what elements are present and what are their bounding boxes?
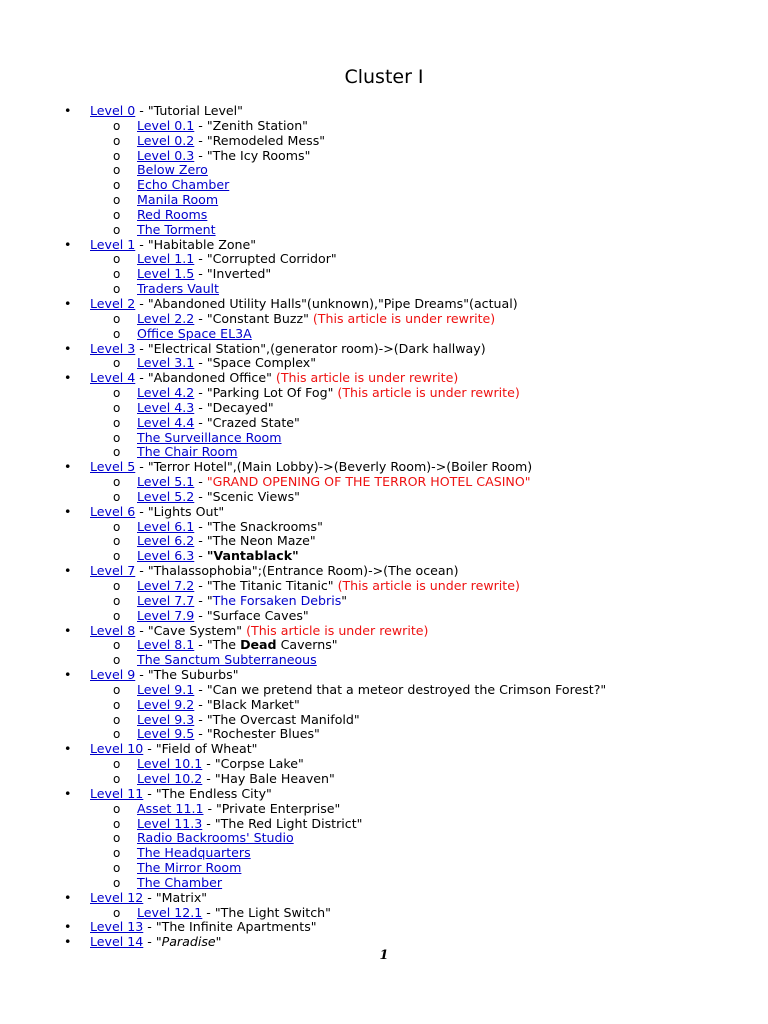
level-link[interactable]: Level 13	[90, 919, 144, 935]
sub-bullet-icon: o	[113, 445, 121, 460]
sub-bullet-icon: o	[113, 653, 121, 668]
item-text	[90, 920, 317, 935]
level-link[interactable]: Level 6	[90, 503, 136, 519]
item-text	[137, 757, 304, 772]
description-text: -	[194, 548, 207, 564]
description-text: - "Terror Hotel",(Main Lobby)->(Beverly Room)->(Boiler Room)	[135, 459, 533, 475]
sub-list-item	[0, 327, 768, 342]
level-link[interactable]: The Torment	[137, 221, 216, 237]
level-link[interactable]: Red Rooms	[137, 206, 208, 222]
level-link[interactable]: Level 10.1	[137, 756, 203, 772]
item-text	[137, 594, 347, 609]
sub-list-item	[0, 549, 768, 564]
sub-bullet-icon: o	[113, 118, 121, 133]
sub-list-item	[0, 416, 768, 431]
level-link[interactable]: The Surveillance Room	[137, 429, 282, 445]
description-text: - "Crazed State"	[194, 414, 300, 430]
sub-bullet-icon: o	[113, 801, 121, 816]
sub-list-item	[0, 445, 768, 460]
item-text	[137, 579, 520, 594]
list-item	[0, 238, 768, 253]
list-item	[0, 505, 768, 520]
description-text: - "The Titanic Titanic"	[194, 578, 338, 593]
rewrite-note: (This article is under rewrite)	[246, 622, 429, 638]
sub-bullet-icon: o	[113, 549, 121, 564]
page-number: 1	[379, 948, 389, 963]
item-text	[137, 416, 300, 431]
description-text: - "The Infinite Apartments"	[143, 919, 317, 935]
sub-bullet-icon: o	[113, 727, 121, 742]
bullet-icon: •	[64, 503, 72, 519]
description-text: - "Thalassophobia";(Entrance Room)->(The ocean)	[135, 563, 459, 579]
sub-bullet-icon: o	[113, 475, 121, 490]
item-text	[137, 876, 222, 891]
description-text: - "Cave System"	[135, 622, 247, 638]
level-link[interactable]: Level 2	[90, 295, 136, 311]
description-text: - "Abandoned Office"	[135, 370, 276, 386]
description-text: - "Constant Buzz"	[194, 310, 313, 326]
sub-list-item	[0, 772, 768, 787]
level-link[interactable]: The Sanctum Subterraneous	[137, 652, 317, 668]
bullet-icon: •	[64, 889, 72, 905]
level-link[interactable]: Level 5	[90, 459, 136, 475]
sub-bullet-icon: o	[113, 163, 121, 178]
level-link[interactable]: Level 3.1	[137, 355, 195, 371]
level-link[interactable]: Level 7.7	[137, 592, 195, 608]
item-text	[137, 356, 316, 371]
level-link[interactable]: Level 4	[90, 370, 136, 386]
item-text	[137, 846, 251, 861]
description-text: -	[194, 474, 207, 490]
description-text: - "The	[194, 637, 241, 653]
sub-bullet-icon: o	[113, 148, 121, 163]
item-text	[90, 564, 459, 579]
item-text	[137, 906, 331, 921]
sub-list-item	[0, 876, 768, 891]
list-item	[0, 891, 768, 906]
level-link[interactable]: Office Space EL3A	[137, 325, 252, 341]
item-text	[90, 297, 518, 312]
item-text	[90, 624, 428, 639]
item-text	[90, 371, 458, 386]
bullet-icon: •	[64, 785, 72, 801]
sub-bullet-icon: o	[113, 519, 121, 534]
level-link[interactable]: Level 11.3	[137, 815, 203, 831]
sub-list-item	[0, 312, 768, 327]
item-text	[137, 831, 294, 846]
description-text: - "Abandoned Utility Halls"(unknown),"Pipe Dreams"(actual)	[135, 295, 518, 311]
description-text: - "The Neon Maze"	[194, 533, 316, 549]
sub-bullet-icon: o	[113, 386, 121, 401]
item-text	[137, 401, 274, 416]
item-text	[137, 312, 495, 327]
level-link[interactable]: Below Zero	[137, 162, 208, 178]
list-item	[0, 668, 768, 683]
page-title: Cluster I	[344, 66, 424, 88]
description-text: - "Inverted"	[194, 266, 272, 282]
level-link[interactable]: Radio Backrooms' Studio	[137, 830, 294, 846]
item-text	[137, 549, 299, 564]
item-text	[90, 104, 243, 119]
sub-bullet-icon: o	[113, 415, 121, 430]
item-text	[90, 505, 224, 520]
item-text	[137, 683, 606, 698]
description-text: "	[215, 934, 222, 950]
level-link[interactable]: Echo Chamber	[137, 177, 230, 193]
level-link[interactable]: Level 2.2	[137, 310, 195, 326]
description-text: - "The Suburbs"	[135, 667, 239, 683]
item-text	[137, 178, 229, 193]
item-text	[90, 460, 532, 475]
sub-bullet-icon: o	[113, 682, 121, 697]
description-text: Caverns"	[276, 637, 338, 653]
colored-text: The Forsaken Debris	[212, 592, 342, 608]
sub-list-item	[0, 431, 768, 446]
list-item	[0, 342, 768, 357]
level-link[interactable]: Level 6.2	[137, 533, 195, 549]
level-link[interactable]: Asset 11.1	[137, 800, 204, 816]
sub-list-item	[0, 727, 768, 742]
item-text	[90, 238, 256, 253]
level-link[interactable]: Manila Room	[137, 192, 219, 208]
list-item	[0, 371, 768, 386]
sub-list-item	[0, 683, 768, 698]
sub-list-item	[0, 802, 768, 817]
description-text: - "Matrix"	[143, 889, 208, 905]
description-text: - "Can we pretend that a meteor destroyed the Crimson Forest?"	[194, 681, 607, 697]
level-list	[0, 104, 768, 950]
level-link[interactable]: Level 1	[90, 236, 136, 252]
sub-list-item	[0, 223, 768, 238]
sub-list-item	[0, 609, 768, 624]
sub-bullet-icon: o	[113, 816, 121, 831]
level-link[interactable]: Level 9.2	[137, 696, 195, 712]
level-link[interactable]: Level 12.1	[137, 904, 203, 920]
level-link[interactable]: Level 5.1	[137, 474, 195, 490]
sub-list-item	[0, 178, 768, 193]
description-text: - "Corpse Lake"	[202, 756, 304, 772]
level-link[interactable]: Level 4.3	[137, 399, 195, 415]
bullet-icon: •	[64, 103, 72, 118]
sub-bullet-icon: o	[113, 400, 121, 415]
sub-bullet-icon: o	[113, 222, 121, 237]
sub-list-item	[0, 490, 768, 505]
level-link[interactable]: Level 12	[90, 889, 144, 905]
item-text	[137, 445, 237, 460]
sub-list-item	[0, 356, 768, 371]
level-link[interactable]: Level 1.1	[137, 251, 195, 267]
item-text	[137, 653, 317, 668]
sub-bullet-icon: o	[113, 712, 121, 727]
level-link[interactable]: Level 14	[90, 934, 144, 950]
bullet-icon: •	[64, 236, 72, 252]
sub-bullet-icon: o	[113, 311, 121, 326]
list-item	[0, 460, 768, 475]
sub-bullet-icon: o	[113, 697, 121, 712]
sub-bullet-icon: o	[113, 207, 121, 222]
description-text: - "Hay Bale Heaven"	[202, 770, 335, 786]
list-item	[0, 920, 768, 935]
sub-list-item	[0, 520, 768, 535]
sub-bullet-icon: o	[113, 133, 121, 148]
description-text: - "The Light Switch"	[202, 904, 331, 920]
item-text	[137, 208, 207, 223]
item-text	[137, 386, 520, 401]
sub-list-item	[0, 134, 768, 149]
sub-bullet-icon: o	[113, 267, 121, 282]
bullet-icon: •	[64, 563, 72, 579]
sub-list-item	[0, 698, 768, 713]
item-text	[137, 698, 300, 713]
sub-list-item	[0, 282, 768, 297]
description-text: "	[341, 592, 348, 608]
sub-bullet-icon: o	[113, 579, 121, 593]
level-link[interactable]: Level 7	[90, 563, 136, 579]
sub-list-item	[0, 267, 768, 282]
list-item	[0, 787, 768, 802]
sub-bullet-icon: o	[113, 638, 121, 653]
bold-text: "Vantablack"	[206, 548, 299, 564]
list-item	[0, 624, 768, 639]
item-text	[137, 609, 309, 624]
description-text: - "Black Market"	[194, 696, 300, 712]
level-link[interactable]: Level 8.1	[137, 637, 195, 653]
level-link[interactable]: Level 10.2	[137, 770, 203, 786]
sub-bullet-icon: o	[113, 875, 121, 890]
description-text: - "	[143, 934, 162, 950]
item-text	[137, 193, 218, 208]
sub-list-item	[0, 713, 768, 728]
sub-list-item	[0, 817, 768, 832]
sub-list-item	[0, 594, 768, 609]
sub-list-item	[0, 193, 768, 208]
bold-text: Dead	[240, 637, 277, 653]
sub-bullet-icon: o	[113, 326, 121, 341]
item-text	[137, 223, 216, 238]
description-text: - "Electrical Station",(generator room)->(Dark hallway)	[135, 340, 486, 356]
description-text: - "Private Enterprise"	[203, 800, 341, 816]
sub-list-item	[0, 401, 768, 416]
item-text	[137, 267, 271, 282]
sub-list-item	[0, 208, 768, 223]
description-text: - "Scenic Views"	[194, 488, 300, 504]
sub-list-item	[0, 831, 768, 846]
sub-bullet-icon: o	[113, 534, 121, 549]
level-link[interactable]: Level 7.9	[137, 607, 195, 623]
description-text: - "Remodeled Mess"	[194, 132, 326, 148]
sub-list-item	[0, 846, 768, 861]
item-text	[137, 149, 310, 164]
item-text	[137, 282, 219, 297]
list-item	[0, 742, 768, 757]
level-link[interactable]: Level 7.2	[137, 578, 195, 593]
list-item	[0, 297, 768, 312]
bullet-icon: •	[64, 340, 72, 356]
sub-list-item	[0, 149, 768, 164]
rewrite-note: "GRAND OPENING OF THE TERROR HOTEL CASINO"	[206, 474, 531, 490]
item-text	[137, 638, 338, 653]
level-link[interactable]: Level 6.1	[137, 518, 195, 534]
sub-list-item	[0, 653, 768, 668]
sub-list-item	[0, 475, 768, 490]
item-text	[137, 431, 282, 446]
bullet-icon: •	[64, 934, 72, 950]
bullet-icon: •	[64, 919, 72, 935]
description-text: - "Lights Out"	[135, 503, 225, 519]
item-text	[137, 163, 208, 178]
level-link[interactable]: Level 1.5	[137, 266, 195, 282]
item-text	[137, 327, 252, 342]
item-text	[137, 252, 337, 267]
rewrite-note: (This article is under rewrite)	[337, 385, 520, 401]
bullet-icon: •	[64, 459, 72, 475]
level-link[interactable]: Level 3	[90, 340, 136, 356]
level-link[interactable]: Level 9.1	[137, 681, 195, 697]
level-link[interactable]: Level 0.1	[137, 117, 195, 133]
sub-list-item	[0, 757, 768, 772]
sub-bullet-icon: o	[113, 831, 121, 846]
sub-bullet-icon: o	[113, 905, 121, 920]
description-text: - "Tutorial Level"	[135, 103, 243, 118]
level-link[interactable]: Level 4.4	[137, 414, 195, 430]
item-text	[137, 520, 323, 535]
rewrite-note: (This article is under rewrite)	[275, 370, 459, 386]
sub-list-item	[0, 861, 768, 876]
bullet-icon: •	[64, 622, 72, 638]
description-text: - "Zenith Station"	[194, 117, 308, 133]
item-text	[137, 134, 325, 149]
bullet-icon: •	[64, 295, 72, 311]
sub-bullet-icon: o	[113, 771, 121, 786]
item-text	[90, 891, 207, 906]
level-link[interactable]: Level 9.3	[137, 711, 195, 727]
level-link[interactable]: Level 5.2	[137, 488, 195, 504]
level-link[interactable]: Level 0	[90, 103, 136, 118]
level-link[interactable]: The Chair Room	[137, 444, 238, 460]
bullet-icon: •	[64, 741, 72, 757]
description-text: - "Habitable Zone"	[135, 236, 257, 252]
sub-bullet-icon: o	[113, 178, 121, 193]
item-text	[137, 534, 316, 549]
sub-list-item	[0, 534, 768, 549]
sub-list-item	[0, 386, 768, 401]
level-link[interactable]: Level 6.3	[137, 548, 195, 564]
italic-text: Paradise	[161, 934, 216, 950]
level-link[interactable]: Level 10	[90, 741, 144, 757]
level-link[interactable]: Level 9	[90, 667, 136, 683]
level-link[interactable]: Level 11	[90, 785, 144, 801]
description-text: - "Corrupted Corridor"	[194, 251, 337, 267]
level-link[interactable]: Level 8	[90, 622, 136, 638]
level-link[interactable]: Level 0.2	[137, 132, 195, 148]
description-text: - "The Endless City"	[143, 785, 272, 801]
item-text	[137, 727, 320, 742]
level-link[interactable]: Level 0.3	[137, 147, 195, 163]
description-text: - "The Red Light District"	[202, 815, 363, 831]
list-item	[0, 104, 768, 119]
sub-list-item	[0, 163, 768, 178]
level-link[interactable]: Level 4.2	[137, 385, 195, 401]
description-text: - "Surface Caves"	[194, 607, 309, 623]
description-text: - "The Snackrooms"	[194, 518, 323, 534]
level-link[interactable]: The Headquarters	[137, 845, 251, 861]
item-text	[137, 119, 308, 134]
sub-bullet-icon: o	[113, 489, 121, 504]
sub-bullet-icon: o	[113, 356, 121, 371]
item-text	[90, 787, 272, 802]
item-text	[137, 861, 241, 876]
description-text: - "Field of Wheat"	[143, 741, 258, 757]
list-item	[0, 564, 768, 579]
sub-bullet-icon: o	[113, 193, 121, 208]
sub-bullet-icon: o	[113, 282, 121, 297]
bullet-icon: •	[64, 667, 72, 683]
bullet-icon: •	[64, 370, 72, 386]
item-text	[137, 802, 340, 817]
sub-list-item	[0, 906, 768, 921]
item-text	[137, 490, 300, 505]
description-text: - "The Overcast Manifold"	[194, 711, 360, 727]
sub-bullet-icon: o	[113, 252, 121, 267]
item-text	[137, 713, 360, 728]
description-text: - "Parking Lot Of Fog"	[194, 385, 338, 401]
description-text: - "Space Complex"	[194, 355, 317, 371]
description-text: - "Rochester Blues"	[194, 726, 320, 742]
item-text	[90, 342, 486, 357]
item-text	[137, 475, 531, 490]
sub-list-item	[0, 579, 768, 594]
sub-bullet-icon: o	[113, 757, 121, 772]
level-link[interactable]: Traders Vault	[137, 281, 219, 297]
description-text: - "	[194, 592, 213, 608]
sub-list-item	[0, 119, 768, 134]
description-text: - "The Icy Rooms"	[194, 147, 311, 163]
level-link[interactable]: The Mirror Room	[137, 860, 242, 876]
sub-bullet-icon: o	[113, 430, 121, 445]
rewrite-note: (This article is under rewrite)	[312, 310, 496, 326]
item-text	[137, 772, 335, 787]
sub-bullet-icon: o	[113, 593, 121, 608]
level-link[interactable]: The Chamber	[137, 874, 223, 890]
level-link[interactable]: Level 9.5	[137, 726, 195, 742]
rewrite-note: (This article is under rewrite)	[337, 578, 520, 593]
sub-bullet-icon: o	[113, 608, 121, 623]
sub-bullet-icon: o	[113, 846, 121, 861]
item-text	[90, 668, 239, 683]
sub-bullet-icon: o	[113, 861, 121, 876]
description-text: - "Decayed"	[194, 399, 274, 415]
sub-list-item	[0, 638, 768, 653]
item-text	[137, 817, 362, 832]
sub-list-item	[0, 252, 768, 267]
item-text	[90, 742, 257, 757]
